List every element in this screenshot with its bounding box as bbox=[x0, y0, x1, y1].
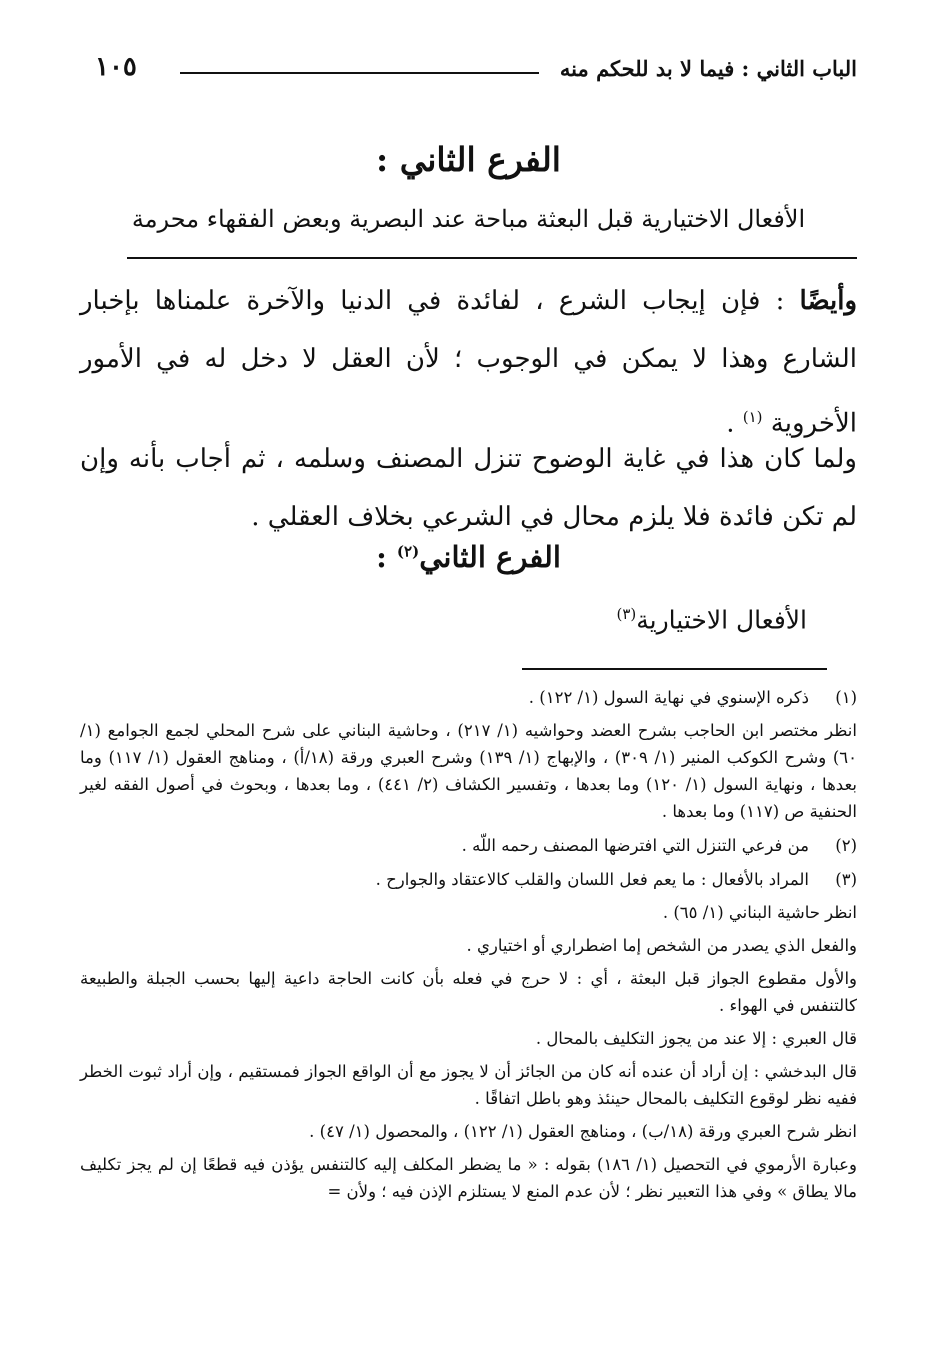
paragraph-1-end: . bbox=[726, 408, 743, 439]
footnote-line: وعبارة الأرموي في التحصيل (١/ ١٨٦) بقوله : « ما يضطر المكلف إليه كالتنفس يؤذن فيه قطعًا إن لم يجز تكليف مالا يطاق » وفي هذا التعبير نظر ؛ لأن عدم المنع لا يستلزم الإذن فيه ؛ ولأن = bbox=[80, 1155, 857, 1201]
subheading-3-text: الأفعال الاختيارية bbox=[636, 605, 807, 635]
footnote-line: انظر شرح العبري ورقة (١٨/ب) ، ومناهج العقول (١/ ١٢٢) ، والمحصول (١/ ٤٧) . bbox=[309, 1122, 857, 1141]
footnote-line: انظر حاشية البناني (١/ ٦٥) . bbox=[662, 903, 857, 922]
section-heading: الفرع الثاني : bbox=[376, 140, 561, 179]
subtitle-rule bbox=[127, 257, 857, 259]
footnote-line: ذكره الإسنوي في نهاية السول (١/ ١٢٢) . bbox=[528, 688, 809, 707]
subheading-2-tail: : bbox=[376, 540, 397, 574]
paragraph-1 bbox=[80, 272, 857, 453]
footnote-line: والأول مقطوع الجواز قبل البعثة ، أي : لا حرج في فعله بأن كانت الحاجة داعية إليها بحسب الجبلة والطبيعة كالتنفس في الهواء . bbox=[80, 969, 857, 1015]
footnote-number: (٢) bbox=[835, 836, 857, 855]
footnote-line: والفعل الذي يصدر من الشخص إما اضطراري أو اختياري . bbox=[466, 936, 857, 955]
footnote-ref-2[interactable]: (٢) bbox=[396, 542, 420, 561]
footnote-3 bbox=[80, 866, 857, 1205]
footnote-number: (٣) bbox=[835, 870, 857, 889]
footnote-ref-3[interactable]: (٣) bbox=[616, 605, 637, 623]
footnote-line: المراد بالأفعال : ما يعم فعل اللسان والقلب كالاعتقاد والجوارح . bbox=[375, 870, 809, 889]
page-number: ١٠٥ bbox=[95, 52, 137, 82]
footnotes bbox=[80, 684, 857, 1212]
running-header-title: الباب الثاني : فيما لا بد للحكم منه bbox=[559, 56, 857, 81]
subheading-2 bbox=[0, 540, 937, 574]
paragraph-2: ولما كان هذا في غاية الوضوح تنزل المصنف وسلمه ، ثم أجاب بأنه وإن لم تكن فائدة فلا يلزم محال في الشرعي بخلاف العقلي . bbox=[80, 444, 857, 532]
subheading-2-text: الفرع الثاني bbox=[419, 540, 561, 574]
footnote-line: انظر مختصر ابن الحاجب بشرح العضد وحواشيه (١/ ٢١٧) ، وحاشية البناني على شرح المحلي لجمع الجوامع (١/ ٦٠) وشرح الكوكب المنير (١/ ٣٠٩) ، والإبهاج (١/ ١٣٩) وشرح العبري ورقة (١٨/أ) ، ومناهج العقول (١/ ١١٧) وما بعدها ، ونهاية السول (١/ ١٢٠) وما بعدها ، وتفسير الكشاف (٢/ ٤٤١) ، وما بعدها ، وبحوث في أصول الفقه لغير الحنفية ص (١١٧) وما بعدها . bbox=[80, 721, 857, 821]
subheading-3 bbox=[616, 605, 807, 634]
footnote-rule bbox=[522, 668, 827, 670]
footnote-number: (١) bbox=[835, 688, 857, 707]
header-rule bbox=[180, 72, 539, 74]
footnote-line: قال العبري : إلا عند من يجوز التكليف بالمحال . bbox=[535, 1029, 857, 1048]
running-header bbox=[95, 52, 857, 92]
footnote-ref-1[interactable]: (١) bbox=[742, 408, 763, 426]
footnote-1 bbox=[80, 684, 857, 825]
footnote-line: قال البدخشي : إن أراد أن عنده أنه كان من الجائز أن لا يجوز مع أن الواقع الجواز فمستقيم ، وإن أراد ثبوت الخطر ففيه نظر لوقوع التكليف بالمحال حينئذ وهو باطل اتفاقًا . bbox=[80, 1062, 857, 1108]
paragraph-1-lead: وأيضًا bbox=[799, 286, 858, 316]
footnote-2 bbox=[80, 832, 857, 859]
footnote-line: من فرعي التنزل التي افترضها المصنف رحمه اللّه . bbox=[461, 836, 809, 855]
section-subtitle: الأفعال الاختيارية قبل البعثة مباحة عند البصرية وبعض الفقهاء محرمة bbox=[131, 205, 806, 233]
paragraph-1-text: : فإن إيجاب الشرع ، لفائدة في الدنيا والآخرة علمناها بإخبار الشارع وهذا لا يمكن في الوجوب ؛ لأن العقل لا دخل له في الأمور الأخروية bbox=[80, 286, 857, 439]
